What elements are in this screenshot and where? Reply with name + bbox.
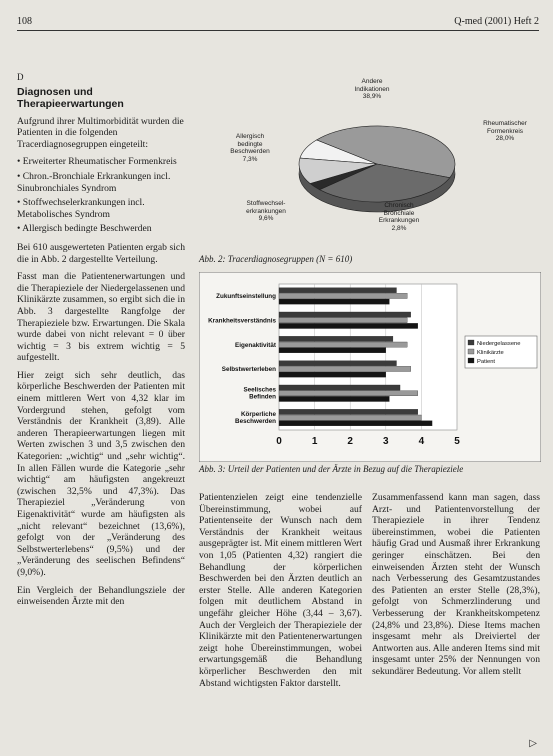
- bar: [279, 299, 389, 304]
- bar-chart: [199, 272, 541, 462]
- legend-swatch: [468, 358, 474, 363]
- bullet-item: • Erweiterter Rheumatischer Formenkreis: [17, 156, 177, 168]
- bar: [279, 385, 400, 390]
- bullet-item: • Allergisch bedingte Beschwerden: [17, 223, 152, 235]
- paragraph: Hier zeigt sich sehr deutlich, das körperliche Beschwerden der Patienten mit einem mittleren Wert von 4,32 klar im Vordergrund stehen, gefolgt vom Verständnis der Krankheit (3,89). Alle anderen Therapieerwartungen liegen mit Werten zwischen 3 und 3,5 zwischen den Kategorien: „wichtig“ und „sehr wichtig“. In allen Fällen wurde die Kategorie „sehr wichtig“ am häufigsten angekreuzt (zwischen 32,5% und 47,3%). Das Therapieziel „Veränderung von Eigenaktivität“ wurde am häufigsten als „nicht relevant“ bezeichnet (13,6%), gefolgt von der „Veränderung des Selbstwerterlebens“ (9,5%) und der „Veränderung des seelischen Befindens“ (9,0%).: [17, 369, 185, 578]
- header-rule: [17, 30, 539, 31]
- bar-chart-svg: [199, 272, 541, 462]
- paragraph: Zusammenfassend kann man sagen, dass Arzt- und Patientenvorstellung der Therapieziele in ihrer Tendenz übereinstimmen, wobei die Patienten häufig Grad und Ausmaß ihrer Erkrankung geringer einschätzen. Bei den einweisenden Ärzten steht der Wunsch nach Verbesserung des Gesamtzustandes des Patienten an erster Stelle (28,3%), gefolgt von Schmerzlinderung und Verbesserung der Krankheitskompetenz (24,8% und 23,8%). Diese Items machen insgesamt mehr als Dreiviertel der Antworten aus. Alle anderen Items sind mit insgesamt unter 25% der Nennungen von sekundärer Bedeutung. Vor allem stellt: [372, 492, 540, 677]
- pie-label-rheumatisch: Rheumatischer Formenkreis 28,0%: [483, 120, 527, 142]
- bar: [279, 288, 396, 293]
- bar: [279, 421, 432, 426]
- bar: [279, 366, 411, 371]
- bar: [279, 323, 418, 328]
- bar: [279, 391, 418, 396]
- figure-3-caption: Abb. 3: Urteil der Patienten und der Ärzte in Bezug auf die Therapieziele: [199, 464, 464, 474]
- bar: [279, 348, 386, 353]
- bar: [279, 342, 407, 347]
- continue-marker: ▷: [529, 738, 537, 749]
- bullet-item: • Chron.-Bronchiale Erkrankungen incl. Sinubronchiales Syndrom: [17, 170, 171, 194]
- tick-label: 2: [347, 436, 353, 447]
- legend-label: Patient: [477, 359, 496, 365]
- tick-label: 5: [454, 436, 460, 447]
- mid-column: [199, 492, 362, 695]
- bar: [279, 312, 411, 317]
- bar: [279, 336, 393, 341]
- paragraph: Fasst man die Patientenerwartungen und die Therapieziele der Niedergelassenen und Klinikärzte zusammen, so ergibt sich die in Abb. 3 dargestellte Rangfolge der Therapieziele bzw. Erwartungen. Die Skala wurde dabei von nicht relevant = 0 über wichtig = 3 bis extrem wichtig = 5 aufgestellt.: [17, 271, 185, 364]
- category-label: Selbstwerterleben: [221, 366, 276, 374]
- legend-swatch: [468, 349, 474, 354]
- bullet-item: • Stoffwechselerkrankungen incl. Metabolisches Syndrom: [17, 197, 145, 220]
- figure-2-caption: Abb. 2: Tracerdiagnosegruppen (N = 610): [199, 254, 353, 264]
- legend-label: Klinikärzte: [477, 350, 504, 356]
- tick-label: 0: [276, 436, 282, 447]
- section-marker: D: [17, 72, 24, 82]
- category-label: Seelisches Befinden: [243, 386, 276, 401]
- paragraph: Ein Vergleich der Behandlungsziele der einweisenden Ärzte mit den: [17, 584, 185, 608]
- tick-label: 1: [311, 436, 318, 447]
- paragraph: Aufgrund ihrer Multimorbidität wurden die Patienten in die folgenden Tracerdiagnosegruppen eingeteilt:: [17, 115, 184, 150]
- pie-label-bronchial: Chronisch Bronchiale Erkrankungen 2,8%: [378, 202, 420, 232]
- bar: [279, 396, 389, 401]
- bar: [279, 293, 407, 298]
- journal-header: Q-med (2001) Heft 2: [454, 16, 539, 27]
- bar: [279, 415, 421, 420]
- tick-label: 3: [383, 436, 389, 447]
- pie-label-stoffwechsel: Stoffwechsel- erkrankungen 9,6%: [246, 200, 286, 222]
- category-label: Zukunftseinstellung: [216, 293, 276, 301]
- page-number: 108: [17, 16, 32, 27]
- pie-label-andere: Andere Indikationen 38,9%: [354, 78, 390, 100]
- paragraph: Bei 610 ausgewerteten Patienten ergab sich die in Abb. 2 dargestellte Verteilung.: [17, 241, 185, 265]
- bar: [279, 361, 396, 366]
- category-label: Körperliche Beschwerden: [235, 410, 276, 425]
- legend-swatch: [468, 340, 474, 345]
- bar: [279, 372, 386, 377]
- bar: [279, 318, 407, 323]
- category-label: Krankheitsverständnis: [208, 317, 276, 325]
- heading-line: Therapieerwartungen: [17, 97, 124, 110]
- bar: [279, 409, 418, 414]
- right-column: [372, 492, 540, 684]
- tick-label: 4: [418, 436, 425, 447]
- legend-label: Niedergelassene: [477, 341, 521, 347]
- pie-label-allergisch: Allergisch bedingte Beschwerden 7,3%: [230, 133, 270, 163]
- section-heading: [17, 86, 185, 110]
- left-column: [17, 72, 185, 614]
- heading-line: Diagnosen und: [17, 85, 93, 98]
- paragraph: Patientenzielen zeigt eine tendenzielle Übereinstimmung, wobei auf Patientenseite der Wunsch nach dem Verständnis der Krankheit weitaus ausgeprägter ist. Mit einem mittleren Wert von 1,05 (Patienten 4,32) rangiert die Behandlung der körperlichen Beschwerden bei den Ärzten deutlich an erster Stelle. Alle anderen Kategorien folgen mit deutlichem Abstand in ungefähr gleicher Höhe (3,44 – 3,67). Auch der Vergleich der Therapieziele der Klinikärzte mit den Patientenerwartungen zeigt hohe Übereinstimmungen, wobei erwartungsgemäß die Behandlung körperlicher Beschwerden den mit Abstand wichtigsten Faktor darstellt.: [199, 492, 362, 689]
- category-label: Eigenaktivität: [235, 341, 276, 349]
- plot-area: [279, 284, 457, 430]
